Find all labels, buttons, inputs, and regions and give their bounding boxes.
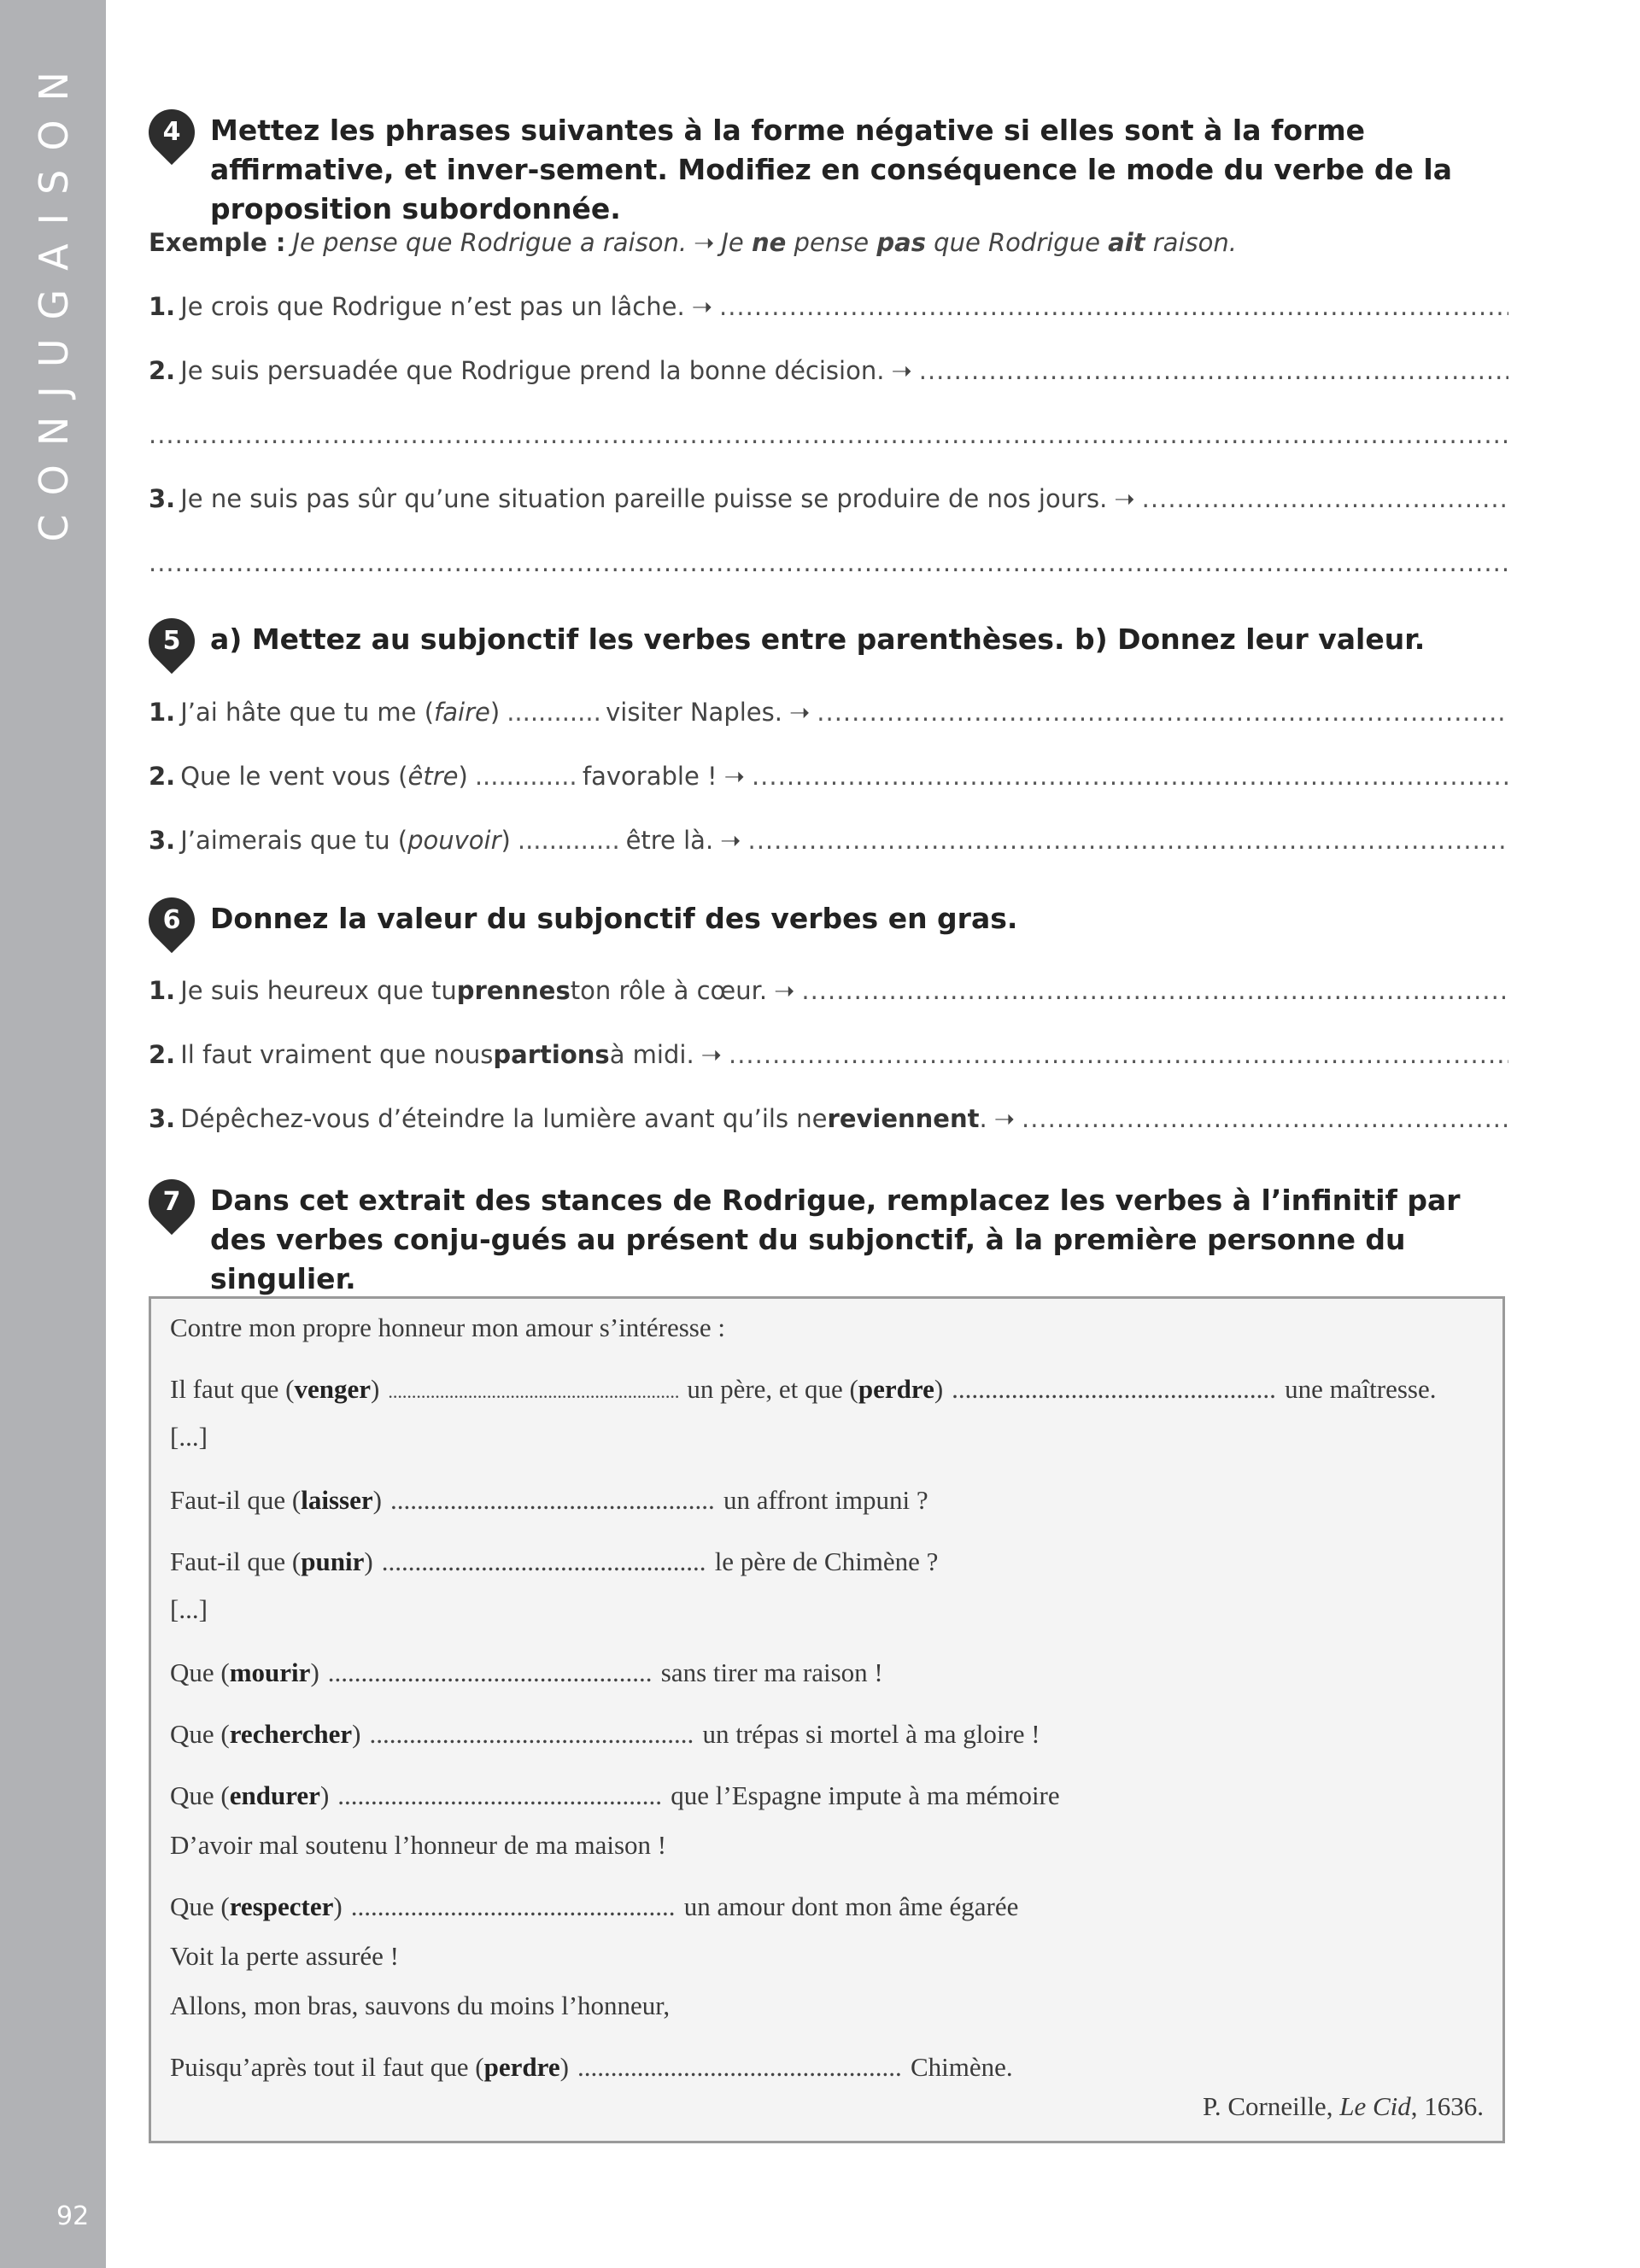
answer-field[interactable] [1142, 482, 1508, 516]
exercise-5-item-3: 3. J’aimerais que tu ( pouvoir ) ..... être là. ➝ ..... [149, 823, 1508, 857]
exercise-badge: 7 [149, 1179, 196, 1227]
exercise-badge: 6 [149, 897, 196, 945]
blank-field[interactable] [388, 1381, 678, 1403]
answer-field[interactable] [752, 759, 1508, 793]
answer-field[interactable] [729, 1038, 1508, 1072]
poem-box [149, 1296, 1505, 2143]
answer-field[interactable] [1022, 1102, 1508, 1136]
sidebar [0, 0, 106, 2268]
exercise-4-item-1: 1. Je crois que Rodrigue n’est pas un lâche. ➝ ..... [149, 289, 1508, 324]
exercise-6-item-3: 3. Dépêchez-vous d’éteindre la lumière avant qu’ils ne reviennent . ➝ ..... [149, 1102, 1508, 1136]
poem-ellipsis: [...] [170, 1422, 208, 1452]
exercise-badge: 4 [149, 109, 196, 157]
exercise-4-example: Exemple : Je pense que Rodrigue a raison. ➝ Je ne pense pas que Rodrigue ait raison. [149, 228, 1237, 257]
blank-field[interactable] [577, 2052, 902, 2083]
poem-line: Puisqu’après tout il faut que ( perdre ) ..... Chimène. [170, 2052, 1013, 2083]
answer-field[interactable] [149, 546, 1508, 580]
poem-line: Que ( endurer ) ..... que l’Espagne impute à ma mémoire [170, 1780, 1060, 1811]
exercise-4-item-3: 3. Je ne suis pas sûr qu’une situation pareille puisse se produire de nos jours. ➝ ..... [149, 482, 1508, 516]
section-title: CONJUGAISON [31, 53, 77, 542]
poem-line: Que ( respecter ) ..... un amour dont mon âme égarée [170, 1891, 1018, 1922]
poem-line: Que ( rechercher ) ..... un trépas si mortel à ma gloire ! [170, 1719, 1040, 1750]
blank-field[interactable] [351, 1891, 676, 1922]
poem-line: Allons, mon bras, sauvons du moins l’honneur, [170, 1990, 671, 2020]
exercise-6-item-1: 1. Je suis heureux que tu prennes ton rôle à cœur. ➝ ..... [149, 973, 1508, 1008]
exercise-6-item-2: 2. Il faut vraiment que nous partions à midi. ➝ ..... [149, 1038, 1508, 1072]
poem-line: Faut-il que ( punir ) ..... le père de Chimène ? [170, 1546, 938, 1577]
answer-field[interactable] [747, 823, 1508, 857]
blank-field[interactable] [390, 1485, 715, 1516]
answer-field[interactable] [149, 418, 1508, 452]
blank-field[interactable] [382, 1546, 706, 1577]
exercise-5-title: a) Mettez au subjonctif les verbes entre parenthèses. b) Donnez leur valeur. [210, 623, 1426, 656]
blank-field[interactable] [337, 1780, 662, 1811]
exercise-4-item-2-continued [149, 418, 1508, 452]
answer-field[interactable] [919, 354, 1508, 388]
answer-field[interactable] [817, 695, 1508, 729]
blank-field[interactable] [507, 695, 599, 729]
poem-line: Voit la perte assurée ! [170, 1941, 399, 1971]
page-number: 92 [56, 2201, 90, 2231]
poem-line: Faut-il que ( laisser ) ..... un affront impuni ? [170, 1485, 928, 1516]
blank-field[interactable] [475, 759, 576, 793]
exercise-4-item-2: 2. Je suis persuadée que Rodrigue prend la bonne décision. ➝ ..... [149, 354, 1508, 388]
poem-line: Que ( mourir ) ..... sans tirer ma raison ! [170, 1657, 883, 1688]
poem-source: P. Corneille, Le Cid, 1636. [1203, 2091, 1484, 2121]
exercise-badge: 5 [149, 618, 196, 666]
exercise-5-item-2: 2. Que le vent vous ( être ) ..... favorable ! ➝ ..... [149, 759, 1508, 793]
blank-field[interactable] [518, 823, 619, 857]
exercise-5-header [149, 620, 1508, 666]
answer-field[interactable] [719, 289, 1508, 324]
blank-field[interactable] [370, 1719, 694, 1750]
exercise-4-header [149, 111, 1508, 229]
poem-line: Il faut que ( venger ) ..... un père, et que ( perdre ) ..... une maîtresse. [170, 1374, 1437, 1405]
poem-ellipsis: [...] [170, 1594, 208, 1624]
exercise-4-item-3-continued [149, 546, 1508, 580]
blank-field[interactable] [952, 1374, 1276, 1405]
exercise-7-header [149, 1181, 1508, 1299]
blank-field[interactable] [328, 1657, 653, 1688]
exercise-6-header [149, 899, 1508, 945]
exercise-7-title: Dans cet extrait des stances de Rodrigue, remplacez les verbes à l’infinitif par des verbes conju-gués au présent du subjonctif, à la première personne du singulier. [210, 1184, 1461, 1295]
poem-line: Contre mon propre honneur mon amour s’intéresse : [170, 1312, 725, 1342]
section-title-vertical [31, 53, 77, 542]
poem-line: D’avoir mal soutenu l’honneur de ma maison ! [170, 1830, 667, 1860]
exercise-5-item-1: 1. J’ai hâte que tu me ( faire ) ..... visiter Naples. ➝ ..... [149, 695, 1508, 729]
exercise-6-title: Donnez la valeur du subjonctif des verbes en gras. [210, 902, 1018, 935]
exercise-4-title: Mettez les phrases suivantes à la forme négative si elles sont à la forme affirmative, et inver-sement. Modifiez en conséquence le mode du verbe de la proposition subordonnée. [210, 114, 1452, 225]
answer-field[interactable] [801, 973, 1508, 1008]
